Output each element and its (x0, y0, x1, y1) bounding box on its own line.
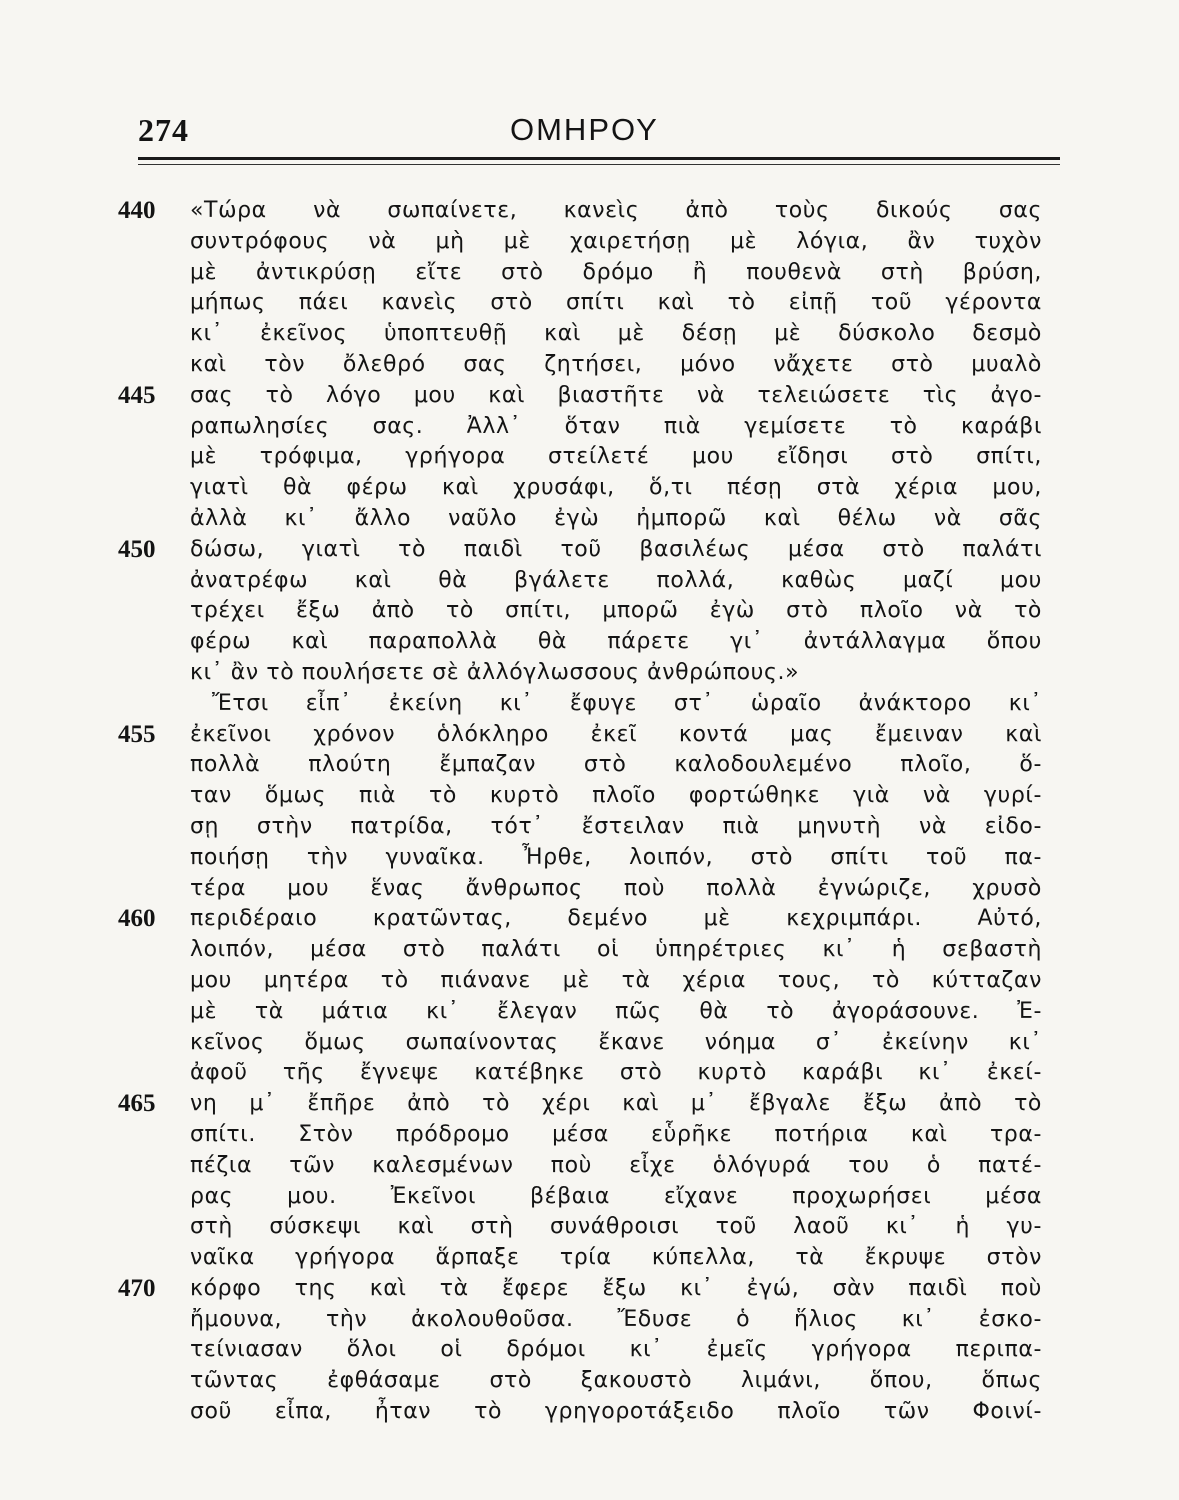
line-text: κόρφο της καὶ τὰ ἔφερε ἔξω κι᾿ ἐγώ, σὰν παιδὶ ποὺ (190, 1275, 1042, 1301)
line-text: ἐκεῖνοι χρόνον ὁλόκληρο ἐκεῖ κοντά μας ἔμειναν καὶ (190, 721, 1042, 747)
line-text: πολλὰ πλούτη ἔμπαζαν στὸ καλοδουλεμένο πλοῖο, ὅ- (190, 752, 1042, 778)
line-number: 455 (118, 720, 156, 748)
running-head (138, 112, 1058, 156)
line-text: μὲ τὰ μάτια κι᾿ ἔλεγαν πῶς θὰ τὸ ἀγοράσουνε. Ἐ- (190, 998, 1042, 1024)
line-text: μου μητέρα τὸ πιάνανε μὲ τὰ χέρια τους, τὸ κύτταζαν (190, 967, 1042, 993)
line-text: τῶντας ἐφθάσαμε στὸ ξακουστὸ λιμάνι, ὅπου, ὅπως (190, 1368, 1042, 1394)
text-line (118, 596, 1048, 627)
text-line (118, 504, 1048, 535)
line-number: 465 (118, 1090, 156, 1118)
line-text: μὲ ἀντικρύσῃ εἴτε στὸ δρόμο ἢ πουθενὰ στὴ βρύση, (190, 259, 1042, 285)
line-text: ἤμουνα, τὴν ἀκολουθοῦσα. Ἔδυσε ὁ ἥλιος κι᾿ ἐσκο- (190, 1306, 1042, 1332)
line-text: μὲ τρόφιμα, γρήγορα στείλετέ μου εἴδησι στὸ σπίτι, (190, 444, 1042, 470)
line-number: 460 (118, 905, 156, 933)
line-text: συντρόφους νὰ μὴ μὲ χαιρετήσῃ μὲ λόγια, ἂν τυχὸν (190, 228, 1042, 254)
text-line (118, 412, 1048, 443)
line-text: τρέχει ἔξω ἀπὸ τὸ σπίτι, μπορῶ ἐγὼ στὸ πλοῖο νὰ τὸ (190, 598, 1042, 624)
text-line (118, 442, 1048, 473)
line-text: σοῦ εἶπα, ἦταν τὸ γρηγοροτάξειδο πλοῖο τῶν Φοινί- (190, 1399, 1042, 1425)
page-number: 274 (138, 112, 189, 148)
text-line (118, 535, 1048, 566)
line-text: ραπωλησίες σας. Ἀλλ᾿ ὅταν πιὰ γεμίσετε τὸ καράβι (190, 413, 1042, 439)
line-text: σπίτι. Στὸν πρόδρομο μέσα εὗρῆκε ποτήρια καὶ τρα- (190, 1121, 1042, 1147)
line-text: Ἔτσι εἶπ᾿ ἐκείνη κι᾿ ἔφυγε στ᾿ ὡραῖο ἀνάκτορο κι᾿ (212, 690, 1042, 716)
text-line (118, 1028, 1048, 1059)
line-text: καὶ τὸν ὄλεθρό σας ζητήσει, μόνο νἄχετε στὸ μυαλὸ (190, 351, 1042, 377)
text-line (118, 1366, 1048, 1397)
line-text: σας τὸ λόγο μου καὶ βιαστῆτε νὰ τελειώσετε τὶς ἀγο- (190, 382, 1042, 408)
text-line (118, 227, 1048, 258)
line-text: τέρα μου ἕνας ἄνθρωπος ποὺ πολλὰ ἐγνώριζε, χρυσὸ (190, 875, 1042, 901)
line-text: δώσω, γιατὶ τὸ παιδὶ τοῦ βασιλέως μέσα στὸ παλάτι (190, 536, 1042, 562)
poem-text (118, 196, 1048, 1428)
text-line (118, 1120, 1048, 1151)
line-text: στὴ σύσκεψι καὶ στὴ συνάθροισι τοῦ λαοῦ κι᾿ ἡ γυ- (190, 1214, 1042, 1240)
line-text: ἀνατρέφω καὶ θὰ βγάλετε πολλά, καθὼς μαζί μου (190, 567, 1042, 593)
line-text: ρας μου. Ἐκεῖνοι βέβαια εἴχανε προχωρήσει μέσα (190, 1183, 1042, 1209)
text-line (118, 1182, 1048, 1213)
text-line (118, 627, 1048, 658)
line-text: νη μ᾿ ἔπῆρε ἀπὸ τὸ χέρι καὶ μ᾿ ἔβγαλε ἔξω ἀπὸ τὸ (190, 1091, 1042, 1117)
line-text: τείνιασαν ὅλοι οἱ δρόμοι κι᾿ ἐμεῖς γρήγορα περιπα- (190, 1337, 1042, 1363)
line-number: 445 (118, 381, 156, 409)
text-line (118, 874, 1048, 905)
text-line (118, 350, 1048, 381)
line-number: 470 (118, 1274, 156, 1302)
text-line (118, 258, 1048, 289)
text-line (118, 566, 1048, 597)
text-line (118, 1397, 1048, 1428)
line-text: ταν ὅμως πιὰ τὸ κυρτὸ πλοῖο φορτώθηκε γιὰ νὰ γυρί- (190, 783, 1042, 809)
line-text: σῃ στὴν πατρίδα, τότ᾿ ἔστειλαν πιὰ μηνυτὴ νὰ εἰδο- (190, 813, 1042, 839)
text-line (118, 935, 1048, 966)
line-text: περιδέραιο κρατῶντας, δεμένο μὲ κεχριμπάρι. Αὐτό, (190, 906, 1042, 932)
text-line (118, 1274, 1048, 1305)
text-line (118, 658, 1048, 689)
text-line (118, 812, 1048, 843)
text-line (118, 781, 1048, 812)
line-text: φέρω καὶ παραπολλὰ θὰ πάρετε γι᾿ ἀντάλλαγμα ὅπου (190, 629, 1042, 655)
line-text: «Τώρα νὰ σωπαίνετε, κανεὶς ἀπὸ τοὺς δικούς σας (190, 198, 1042, 223)
line-text: ἀφοῦ τῆς ἔγνεψε κατέβηκε στὸ κυρτὸ καράβι κι᾿ ἐκεί- (190, 1060, 1042, 1086)
line-number: 440 (118, 197, 156, 224)
line-text: κι᾿ ἐκεῖνος ὑποπτευθῇ καὶ μὲ δέσῃ μὲ δύσκολο δεσμὸ (190, 321, 1042, 347)
text-line (118, 843, 1048, 874)
text-line (118, 288, 1048, 319)
header-rule (138, 157, 1060, 160)
text-line (118, 1335, 1048, 1366)
header-rule-thin (138, 164, 1060, 165)
text-line (118, 689, 1048, 720)
line-text: λοιπόν, μέσα στὸ παλάτι οἱ ὑπηρέτριες κι᾿ ἡ σεβαστὴ (190, 937, 1042, 963)
line-text: κεῖνος ὅμως σωπαίνοντας ἔκανε νόημα σ᾿ ἐκείνην κι᾿ (190, 1029, 1042, 1055)
line-text: μήπως πάει κανεὶς στὸ σπίτι καὶ τὸ εἰπῇ τοῦ γέροντα (190, 290, 1042, 316)
line-text: γιατὶ θὰ φέρω καὶ χρυσάφι, ὅ,τι πέσῃ στὰ χέρια μου, (190, 475, 1042, 501)
text-line (118, 1305, 1048, 1336)
text-line (118, 1151, 1048, 1182)
text-line (118, 1243, 1048, 1274)
text-line (118, 473, 1048, 504)
text-line (118, 1089, 1048, 1120)
text-line (118, 750, 1048, 781)
line-text: ἀλλὰ κι᾿ ἄλλο ναῦλο ἐγὼ ἠμπορῶ καὶ θέλω νὰ σᾶς (190, 505, 1042, 531)
text-line (118, 196, 1048, 227)
book-title: ΟΜΗΡΟΥ (510, 112, 659, 147)
text-line (118, 1058, 1048, 1089)
text-line (118, 966, 1048, 997)
text-line (118, 720, 1048, 751)
line-text: ποιήσῃ τὴν γυναῖκα. Ἦρθε, λοιπόν, στὸ σπίτι τοῦ πα- (190, 844, 1042, 870)
line-number: 450 (118, 535, 156, 563)
text-line (118, 904, 1048, 935)
line-text: κι᾿ ἂν τὸ πουλήσετε σὲ ἀλλόγλωσσους ἀνθρώπους.» (190, 659, 800, 685)
text-line (118, 319, 1048, 350)
text-line (118, 1212, 1048, 1243)
line-text: ναῖκα γρήγορα ἅρπαξε τρία κύπελλα, τὰ ἔκρυψε στὸν (190, 1245, 1042, 1271)
text-line (118, 997, 1048, 1028)
text-line (118, 381, 1048, 412)
line-text: πέζια τῶν καλεσμένων ποὺ εἶχε ὁλόγυρά του ὁ πατέ- (190, 1152, 1042, 1178)
